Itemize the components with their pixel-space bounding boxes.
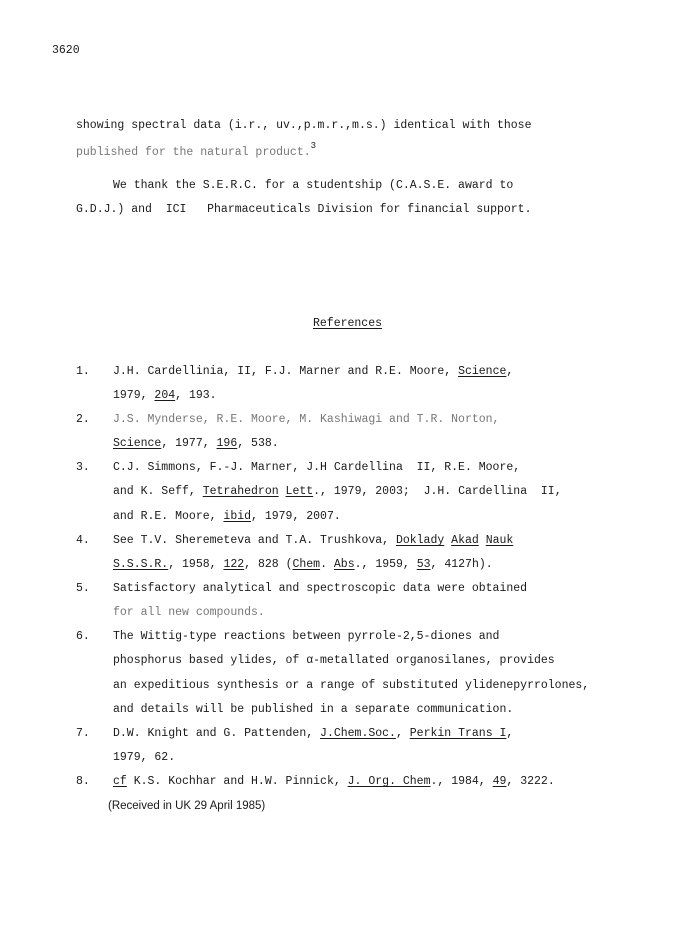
reference-text: , 1979, 2007. (251, 510, 341, 523)
reference-underlined-text: ibid (223, 510, 252, 523)
reference-underlined-text: Tetrahedron (202, 485, 279, 498)
reference-text: and R.E. Moore, (113, 510, 224, 523)
reference-text: See T.V. Sheremeteva and T.A. Trushkova, (113, 534, 396, 547)
reference-text: , (395, 727, 410, 740)
reference-text: C.J. Simmons, F.-J. Marner, J.H Cardellina II, R.E. Moore, (113, 461, 521, 474)
reference-text: , 1958, (168, 558, 224, 571)
reference-line (113, 727, 513, 740)
reference-line (113, 582, 527, 595)
body-line: showing spectral data (i.r., uv.,p.m.r.,m.s.) identical with those (76, 119, 532, 132)
reference-underlined-text: 196 (216, 437, 238, 450)
reference-underlined-text: Chem (292, 558, 321, 571)
reference-underlined-text: 122 (223, 558, 245, 571)
body-line-text: published for the natural product. (76, 145, 311, 159)
reference-line (113, 485, 562, 498)
reference-line (113, 751, 175, 764)
reference-text: , 3222. (506, 775, 555, 788)
reference-number: 1. (76, 365, 90, 378)
reference-text: K.S. Kochhar and H.W. Pinnick, (126, 775, 348, 788)
reference-text: The Wittig-type reactions between pyrrole-2,5-diones and (113, 630, 500, 643)
reference-underlined-text: J. Org. Chem (347, 775, 431, 788)
reference-line (113, 630, 499, 643)
reference-underlined-text: 204 (154, 389, 176, 402)
footnote-marker: 3 (310, 141, 317, 151)
reference-line (113, 703, 513, 716)
reference-text: , (506, 365, 514, 378)
reference-underlined-text: 53 (416, 558, 431, 571)
reference-text: . (320, 558, 334, 571)
reference-text: and details will be published in a separate communication. (113, 703, 514, 716)
reference-number: 2. (76, 413, 90, 426)
reference-text: ., 1959, (354, 558, 417, 571)
reference-line (113, 679, 589, 692)
reference-number: 3. (76, 461, 90, 474)
reference-text: Satisfactory analytical and spectroscopic data were obtained (113, 582, 528, 595)
reference-line (113, 775, 555, 788)
reference-text (479, 534, 486, 547)
reference-underlined-text: Perkin Trans I (409, 727, 507, 740)
body-line: We thank the S.E.R.C. for a studentship (C.A.S.E. award to (113, 179, 514, 192)
reference-underlined-text: Science (113, 437, 162, 450)
reference-text: for all new compounds. (113, 606, 265, 619)
reference-underlined-text: S.S.S.R. (113, 558, 169, 571)
reference-number: 8. (76, 775, 90, 788)
reference-line (113, 413, 499, 426)
body-line: G.D.J.) and ICI Pharmaceuticals Division for financial support. (76, 203, 532, 216)
reference-line (113, 558, 493, 571)
reference-text: D.W. Knight and G. Pattenden, (113, 727, 321, 740)
reference-line (113, 534, 513, 547)
reference-number: 5. (76, 582, 90, 595)
reference-line (113, 654, 555, 667)
reference-line (113, 606, 265, 619)
reference-text: , 193. (175, 389, 217, 402)
reference-text: , (506, 727, 514, 740)
reference-underlined-text: Science (458, 365, 507, 378)
reference-underlined-text: Abs (333, 558, 355, 571)
reference-text (279, 485, 286, 498)
reference-text: , 828 ( (244, 558, 293, 571)
reference-text: 1979, 62. (113, 751, 176, 764)
reference-text: ., 1979, 2003; J.H. Cardellina II, (313, 485, 562, 498)
reference-underlined-text: Lett (285, 485, 314, 498)
reference-text: , 1977, (161, 437, 217, 450)
page-number: 3620 (52, 44, 80, 57)
reference-underlined-text: 49 (492, 775, 507, 788)
reference-text: an expeditious synthesis or a range of substituted ylidenepyrrolones, (113, 679, 590, 692)
reference-text: , 4127h). (430, 558, 493, 571)
reference-text: phosphorus based ylides, of α-metallated organosilanes, provides (113, 654, 555, 667)
reference-line (113, 437, 279, 450)
reference-text: , 538. (237, 437, 279, 450)
reference-text: 1979, (113, 389, 155, 402)
reference-line (113, 389, 217, 402)
reference-text: ., 1984, (430, 775, 493, 788)
reference-underlined-text: Akad (451, 534, 479, 547)
reference-underlined-text: cf (113, 775, 127, 788)
reference-underlined-text: Nauk (485, 534, 514, 547)
reference-number: 7. (76, 727, 90, 740)
reference-text: J.H. Cardellinia, II, F.J. Marner and R.E. Moore, (113, 365, 459, 378)
reference-line (113, 365, 513, 378)
reference-line (113, 510, 341, 523)
received-note: (Received in UK 29 April 1985) (108, 800, 266, 812)
references-heading: References (313, 317, 383, 330)
reference-text: and K. Seff, (113, 485, 203, 498)
reference-number: 6. (76, 630, 90, 643)
reference-underlined-text: J.Chem.Soc. (320, 727, 396, 740)
reference-text: J.S. Mynderse, R.E. Moore, M. Kashiwagi and T.R. Norton, (113, 413, 500, 426)
body-line (76, 143, 316, 159)
reference-underlined-text: Doklady (395, 534, 445, 547)
reference-line (113, 461, 520, 474)
reference-number: 4. (76, 534, 90, 547)
